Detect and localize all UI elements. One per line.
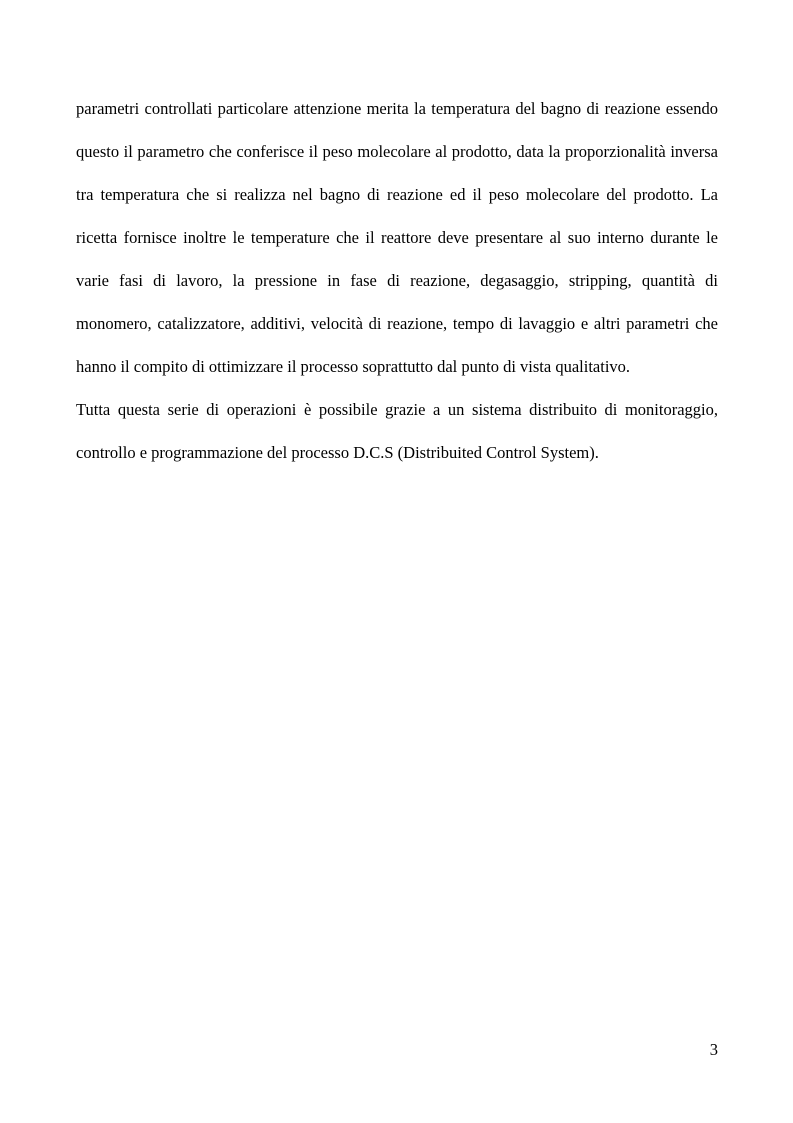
body-text: [76, 87, 718, 474]
page-number: 3: [709, 1040, 718, 1059]
paragraph-2: Tutta questa serie di operazioni è possibile grazie a un sistema distribuito di monitoraggio, controllo e programmazione del processo D.C.S (Distribuited Control System).: [76, 400, 718, 462]
paragraph-1: parametri controllati particolare attenzione merita la temperatura del bagno di reazione essendo questo il parametro che conferisce il peso molecolare al prodotto, data la proporzionalità inversa tra temperatura che si realizza nel bagno di reazione ed il peso molecolare del prodotto. La ricetta fornisce inoltre le temperature che il reattore deve presentare al suo interno durante le varie fasi di lavoro, la pressione in fase di reazione, degasaggio, stripping, quantità di monomero, catalizzatore, additivi, velocità di reazione, tempo di lavaggio e altri parametri che hanno il compito di ottimizzare il processo soprattutto dal punto di vista qualitativo.: [76, 99, 718, 376]
